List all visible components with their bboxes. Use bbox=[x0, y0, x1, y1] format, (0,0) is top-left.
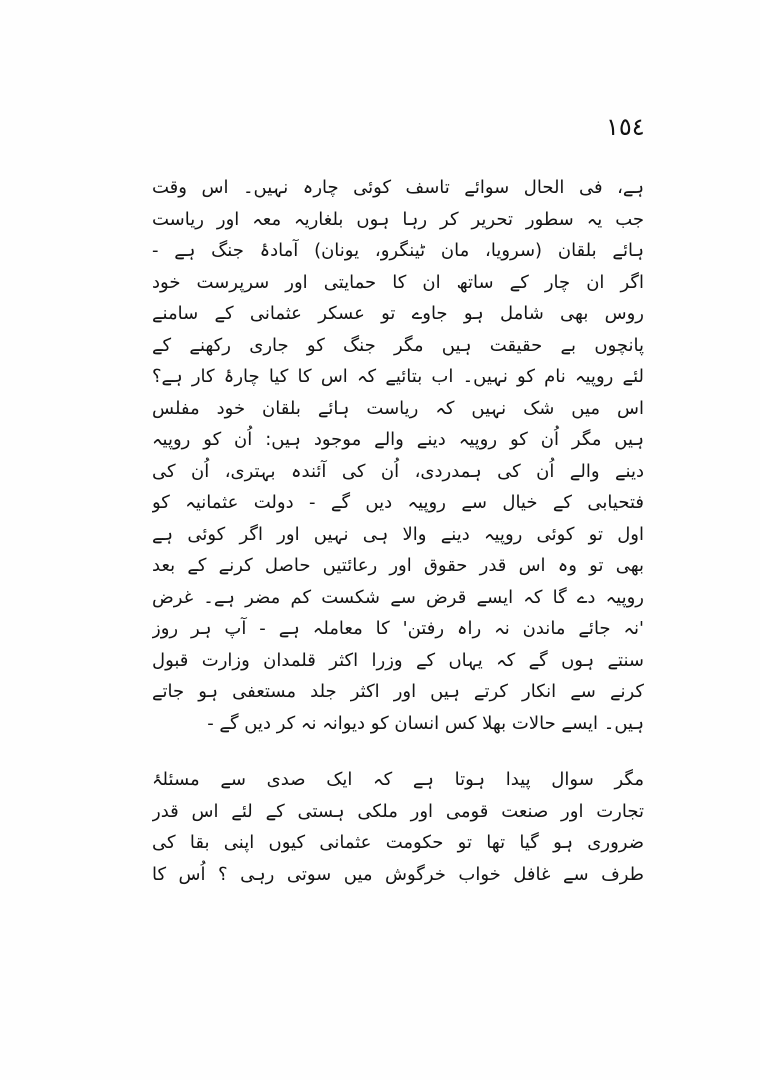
paragraph-1 bbox=[152, 172, 644, 739]
text-line: اس میں شک نہیں کہ ریاست ہائے بلقان خود مفلس bbox=[152, 397, 644, 419]
text-line: کرنے سے انکار کرتے ہیں اور اکثر جلد مستعفی ہو جاتے bbox=[152, 681, 644, 702]
text-line: سنتے ہوں گے کہ یہاں کے وزرا اکثر قلمدان وزارت قبول bbox=[152, 649, 644, 671]
text-line: مگر سوال پیدا ہوتا ہے کہ ایک صدی سے مسئلۂ bbox=[152, 769, 644, 790]
text-line: ہیں۔ ایسے حالات بھلا کس انسان کو دیوانہ نہ کر دیں گے - bbox=[207, 712, 644, 734]
text-line: 'نہ جائے ماندن نہ راہ رفتن' کا معاملہ ہے - آپ ہر روز bbox=[152, 618, 644, 639]
text-line: جب یہ سطور تحریر کر رہا ہوں بلغاریہ معہ اور ریاست bbox=[152, 208, 644, 230]
text-line: روپیہ دے گا کہ ایسے قرض سے شکست کم مضر ہے۔ غرض bbox=[152, 586, 644, 608]
text-line: ہائے بلقان (سرویا، مان ٹینگرو، یونان) آمادۂ جنگ ہے - bbox=[152, 240, 644, 261]
text-line: فتحیابی کے خیال سے روپیہ دیں گے - دولت عثمانیہ کو bbox=[152, 492, 644, 513]
text-line: بھی تو وہ اس قدر حقوق اور رعائتیں حاصل کرنے کے بعد bbox=[152, 555, 644, 576]
text-line: روس بھی شامل ہو جاوے تو عسکر عثمانی کے سامنے bbox=[152, 303, 644, 324]
text-line: اگر ان چار کے ساتھ ان کا حمایتی اور سرپرست خود bbox=[152, 271, 644, 293]
text-line: ضروری ہو گیا تھا تو حکومت عثمانی کیوں اپنی بقا کی bbox=[152, 832, 644, 853]
text-line: ہے، فی الحال سوائے تاسف کوئی چارہ نہیں۔ اس وقت bbox=[152, 177, 644, 198]
text-line: دینے والے اُن کی ہمدردی، اُن کی آئندہ بہتری، اُن کی bbox=[152, 460, 644, 482]
text-line: اول تو کوئی روپیہ دینے والا ہی نہیں اور اگر کوئی ہے bbox=[152, 523, 644, 545]
text-line: تجارت اور صنعت قومی اور ملکی ہستی کے لئے اس قدر bbox=[152, 800, 644, 822]
text-line: پانچوں بے حقیقت ہیں مگر جنگ کو جاری رکھنے کے bbox=[152, 334, 644, 356]
paragraph-2 bbox=[152, 764, 644, 890]
page-number: ١٥٤ bbox=[606, 113, 645, 141]
text-line: طرف سے غافل خواب خرگوش میں سوتی رہی ؟ اُس کا bbox=[152, 863, 644, 885]
text-line: لئے روپیہ نام کو نہیں۔ اب بتائیے کہ اس کا کیا چارۂ کار ہے؟ bbox=[152, 366, 644, 387]
text-line: ہیں مگر اُن کو روپیہ دینے والے موجود ہیں: اُن کو روپیہ bbox=[152, 429, 644, 450]
